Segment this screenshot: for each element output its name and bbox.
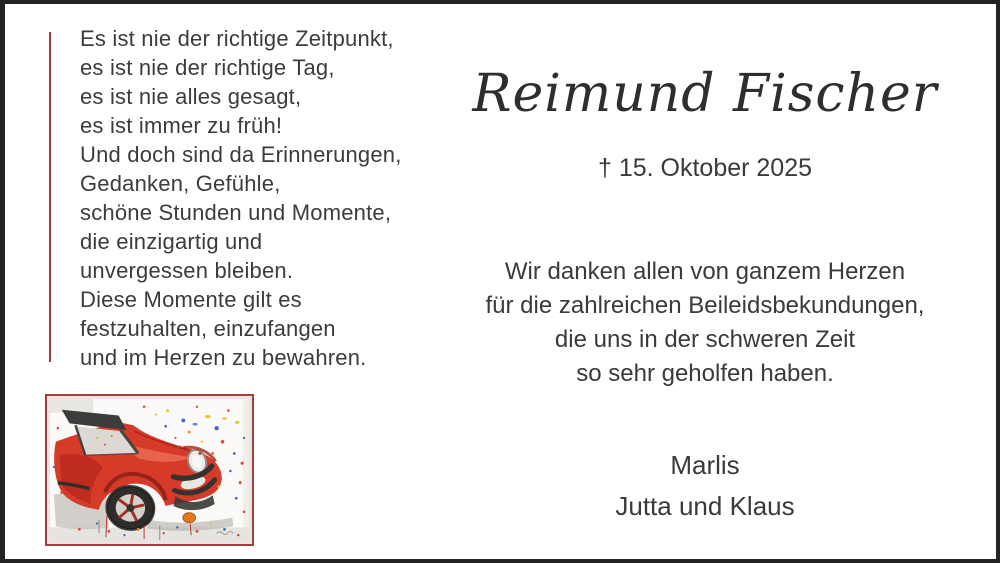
poem-line: Diese Momente gilt es	[80, 287, 302, 312]
signature-name: Marlis	[670, 450, 740, 480]
poem-line: schöne Stunden und Momente,	[80, 200, 392, 225]
poem	[80, 24, 460, 372]
poem-line: festzuhalten, einzufangen	[80, 316, 336, 341]
poem-line: Es ist nie der richtige Zeitpunkt,	[80, 26, 394, 51]
thanks-line: so sehr geholfen haben.	[576, 360, 834, 387]
poem-line: unvergessen bleiben.	[80, 258, 294, 283]
signature-name: Jutta und Klaus	[615, 491, 795, 521]
poem-line: Und doch sind da Erinnerungen,	[80, 142, 402, 167]
poem-line: es ist nie der richtige Tag,	[80, 55, 335, 80]
poem-line: es ist immer zu früh!	[80, 113, 283, 138]
indicator-light	[183, 513, 196, 523]
signatures	[455, 445, 955, 527]
death-date: † 15. Oktober 2025	[597, 154, 813, 182]
poem-line: Gedanken, Gefühle,	[80, 171, 281, 196]
thanks-line: für die zahlreichen Beileidsbekundungen,	[485, 292, 925, 319]
poem-line: und im Herzen zu bewahren.	[80, 345, 367, 370]
thanks-message	[455, 255, 955, 391]
car-painting	[50, 399, 249, 541]
deceased-name: Reimund Fischer	[472, 64, 938, 124]
thanks-line: die uns in der schweren Zeit	[554, 326, 856, 353]
thanks-line: Wir danken allen von ganzem Herzen	[504, 258, 906, 285]
poem-accent-rule	[49, 32, 51, 362]
poem-line: die einzigartig und	[80, 229, 263, 254]
car-painting-frame	[45, 394, 254, 546]
poem-line: es ist nie alles gesagt,	[80, 84, 302, 109]
